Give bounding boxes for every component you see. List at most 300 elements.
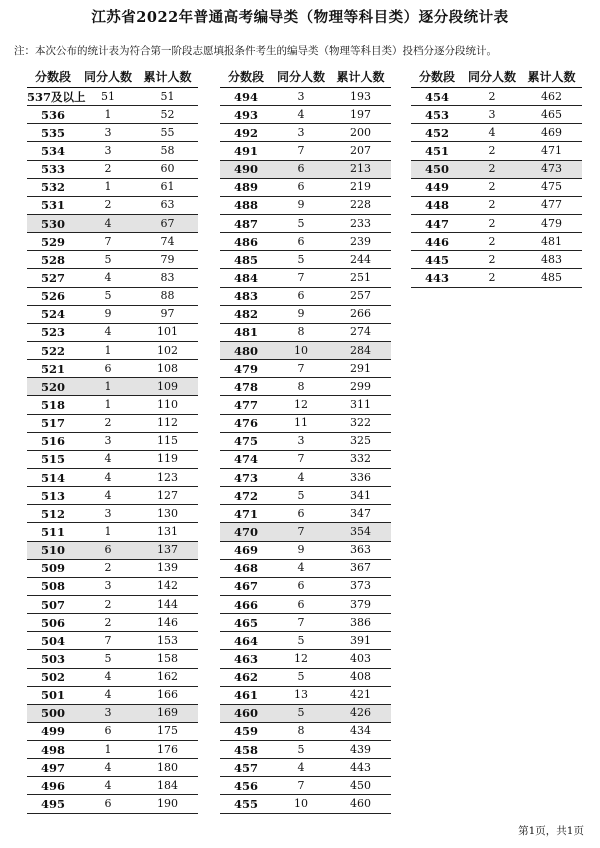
table-row	[27, 360, 198, 378]
table-row	[27, 178, 198, 196]
cumulative-cell: 439	[330, 741, 391, 759]
count-cell: 6	[272, 505, 330, 523]
count-cell: 2	[463, 214, 521, 232]
count-cell: 8	[272, 722, 330, 740]
cumulative-cell: 354	[330, 523, 391, 541]
cumulative-cell: 119	[137, 450, 198, 468]
count-cell: 5	[79, 287, 137, 305]
count-cell: 11	[272, 414, 330, 432]
table-row	[220, 124, 391, 142]
score-cell: 529	[27, 233, 79, 251]
table-row	[220, 106, 391, 124]
count-cell: 13	[272, 686, 330, 704]
count-cell: 8	[272, 323, 330, 341]
score-cell: 509	[27, 559, 79, 577]
score-cell: 499	[27, 722, 79, 740]
cumulative-cell: 144	[137, 595, 198, 613]
count-cell: 9	[272, 305, 330, 323]
score-table-column-2	[220, 66, 391, 814]
count-cell: 5	[272, 251, 330, 269]
table-row	[411, 178, 582, 196]
table-row	[220, 559, 391, 577]
count-cell: 7	[272, 777, 330, 795]
score-cell: 465	[220, 614, 272, 632]
cumulative-cell: 200	[330, 124, 391, 142]
score-cell: 445	[411, 251, 463, 269]
count-cell: 2	[463, 88, 521, 106]
table-row	[220, 323, 391, 341]
score-cell: 523	[27, 323, 79, 341]
cumulative-cell: 363	[330, 541, 391, 559]
table-row	[27, 88, 198, 106]
cumulative-cell: 475	[521, 178, 582, 196]
score-cell: 446	[411, 233, 463, 251]
cumulative-cell: 367	[330, 559, 391, 577]
table-row	[220, 142, 391, 160]
table-row	[220, 541, 391, 559]
score-cell: 486	[220, 233, 272, 251]
cumulative-cell: 108	[137, 360, 198, 378]
cumulative-cell: 97	[137, 305, 198, 323]
count-cell: 1	[79, 523, 137, 541]
cumulative-cell: 443	[330, 759, 391, 777]
table-row	[220, 196, 391, 214]
count-cell: 6	[272, 577, 330, 595]
score-cell: 533	[27, 160, 79, 178]
count-cell: 6	[79, 541, 137, 559]
cumulative-cell: 434	[330, 722, 391, 740]
count-cell: 7	[272, 523, 330, 541]
count-cell: 5	[272, 632, 330, 650]
table-row	[27, 523, 198, 541]
table-row	[27, 722, 198, 740]
cumulative-cell: 244	[330, 251, 391, 269]
score-cell: 534	[27, 142, 79, 160]
score-cell: 481	[220, 323, 272, 341]
count-cell: 4	[79, 450, 137, 468]
count-cell: 7	[272, 360, 330, 378]
table-row	[411, 88, 582, 106]
table-row	[411, 160, 582, 178]
score-cell: 449	[411, 178, 463, 196]
count-cell: 3	[272, 124, 330, 142]
cumulative-cell: 63	[137, 196, 198, 214]
count-cell: 6	[272, 287, 330, 305]
table-row	[27, 759, 198, 777]
score-table-column-3	[411, 66, 582, 288]
table-row	[27, 595, 198, 613]
table-row	[411, 269, 582, 287]
score-cell: 473	[220, 468, 272, 486]
cumulative-cell: 158	[137, 650, 198, 668]
cumulative-cell: 142	[137, 577, 198, 595]
count-cell: 4	[79, 269, 137, 287]
table-row	[220, 360, 391, 378]
count-cell: 1	[79, 341, 137, 359]
score-cell: 497	[27, 759, 79, 777]
cumulative-cell: 469	[521, 124, 582, 142]
count-cell: 5	[79, 650, 137, 668]
table-row	[27, 741, 198, 759]
score-cell: 461	[220, 686, 272, 704]
table-row	[27, 541, 198, 559]
cumulative-cell: 450	[330, 777, 391, 795]
count-cell: 4	[272, 106, 330, 124]
count-cell: 6	[79, 722, 137, 740]
table-row	[220, 595, 391, 613]
score-cell: 478	[220, 378, 272, 396]
count-cell: 2	[463, 269, 521, 287]
count-cell: 4	[79, 487, 137, 505]
count-cell: 1	[79, 378, 137, 396]
cumulative-cell: 146	[137, 614, 198, 632]
page-footer: 第1页，共1页	[518, 825, 584, 837]
table-row	[220, 668, 391, 686]
score-cell: 530	[27, 214, 79, 232]
count-cell: 3	[79, 704, 137, 722]
table-row	[27, 450, 198, 468]
cumulative-cell: 421	[330, 686, 391, 704]
count-cell: 2	[463, 160, 521, 178]
cumulative-cell: 169	[137, 704, 198, 722]
note-text: 注：本次公布的统计表为符合第一阶段志愿填报条件考生的编导类（物理等科目类）投档分逐分段统计。	[14, 45, 497, 57]
count-cell: 3	[272, 88, 330, 106]
cumulative-cell: 131	[137, 523, 198, 541]
count-cell: 2	[463, 196, 521, 214]
table-row	[27, 668, 198, 686]
score-cell: 487	[220, 214, 272, 232]
header-score: 分数段	[227, 70, 264, 84]
cumulative-cell: 123	[137, 468, 198, 486]
count-cell: 1	[79, 178, 137, 196]
score-cell: 492	[220, 124, 272, 142]
cumulative-cell: 336	[330, 468, 391, 486]
cumulative-cell: 74	[137, 233, 198, 251]
score-cell: 448	[411, 196, 463, 214]
cumulative-cell: 88	[137, 287, 198, 305]
score-cell: 513	[27, 487, 79, 505]
score-cell: 500	[27, 704, 79, 722]
count-cell: 2	[79, 160, 137, 178]
count-cell: 2	[79, 614, 137, 632]
table-row	[27, 160, 198, 178]
table-row	[27, 704, 198, 722]
table-row	[27, 214, 198, 232]
count-cell: 2	[79, 196, 137, 214]
table-row	[220, 341, 391, 359]
cumulative-cell: 58	[137, 142, 198, 160]
cumulative-cell: 391	[330, 632, 391, 650]
table-row	[27, 487, 198, 505]
score-cell: 521	[27, 360, 79, 378]
cumulative-cell: 184	[137, 777, 198, 795]
cumulative-cell: 102	[137, 341, 198, 359]
score-cell: 470	[220, 523, 272, 541]
score-cell: 495	[27, 795, 79, 813]
table-row	[220, 505, 391, 523]
header-score: 分数段	[34, 70, 71, 84]
table-row	[27, 686, 198, 704]
table-row	[220, 378, 391, 396]
count-cell: 7	[79, 632, 137, 650]
score-cell: 515	[27, 450, 79, 468]
count-cell: 7	[272, 142, 330, 160]
table-row	[220, 450, 391, 468]
count-cell: 3	[79, 577, 137, 595]
table-row	[27, 414, 198, 432]
score-cell: 484	[220, 269, 272, 287]
table-row	[27, 396, 198, 414]
count-cell: 10	[272, 341, 330, 359]
score-cell: 450	[411, 160, 463, 178]
count-cell: 6	[272, 178, 330, 196]
score-cell: 447	[411, 214, 463, 232]
cumulative-cell: 190	[137, 795, 198, 813]
table-row	[411, 214, 582, 232]
count-cell: 5	[272, 668, 330, 686]
count-cell: 6	[79, 360, 137, 378]
score-cell: 536	[27, 106, 79, 124]
score-cell: 532	[27, 178, 79, 196]
header-cumulative: 累计人数	[143, 70, 192, 84]
score-cell: 476	[220, 414, 272, 432]
cumulative-cell: 51	[137, 88, 198, 106]
table-row	[220, 468, 391, 486]
cumulative-cell: 67	[137, 214, 198, 232]
table-row	[220, 233, 391, 251]
score-cell: 514	[27, 468, 79, 486]
cumulative-cell: 479	[521, 214, 582, 232]
score-cell: 466	[220, 595, 272, 613]
score-cell: 528	[27, 251, 79, 269]
header-cumulative: 累计人数	[336, 70, 385, 84]
table-row	[27, 505, 198, 523]
score-cell: 489	[220, 178, 272, 196]
cumulative-cell: 213	[330, 160, 391, 178]
cumulative-cell: 153	[137, 632, 198, 650]
page-title: 江苏省2022年普通高考编导类（物理等科目类）逐分段统计表	[91, 9, 509, 26]
cumulative-cell: 130	[137, 505, 198, 523]
score-table-column-1	[27, 66, 198, 814]
table-row	[220, 632, 391, 650]
cumulative-cell: 239	[330, 233, 391, 251]
score-cell: 482	[220, 305, 272, 323]
count-cell: 6	[272, 595, 330, 613]
score-cell: 518	[27, 396, 79, 414]
count-cell: 6	[79, 795, 137, 813]
score-cell: 527	[27, 269, 79, 287]
count-cell: 1	[79, 396, 137, 414]
cumulative-cell: 52	[137, 106, 198, 124]
cumulative-cell: 207	[330, 142, 391, 160]
count-cell: 9	[272, 196, 330, 214]
table-row	[220, 759, 391, 777]
score-cell: 504	[27, 632, 79, 650]
cumulative-cell: 137	[137, 541, 198, 559]
score-cell: 483	[220, 287, 272, 305]
table-row	[27, 142, 198, 160]
score-cell: 464	[220, 632, 272, 650]
cumulative-cell: 284	[330, 341, 391, 359]
count-cell: 7	[272, 269, 330, 287]
score-table	[27, 66, 198, 814]
score-cell: 501	[27, 686, 79, 704]
table-row	[220, 396, 391, 414]
cumulative-cell: 473	[521, 160, 582, 178]
score-cell: 451	[411, 142, 463, 160]
cumulative-cell: 373	[330, 577, 391, 595]
count-cell: 4	[272, 468, 330, 486]
cumulative-cell: 408	[330, 668, 391, 686]
score-cell: 460	[220, 704, 272, 722]
cumulative-cell: 176	[137, 741, 198, 759]
score-cell: 506	[27, 614, 79, 632]
score-cell: 475	[220, 432, 272, 450]
score-cell: 510	[27, 541, 79, 559]
table-row	[27, 341, 198, 359]
cumulative-cell: 426	[330, 704, 391, 722]
table-row	[220, 777, 391, 795]
count-cell: 5	[272, 704, 330, 722]
cumulative-cell: 311	[330, 396, 391, 414]
count-cell: 4	[79, 468, 137, 486]
score-cell: 458	[220, 741, 272, 759]
count-cell: 6	[272, 160, 330, 178]
cumulative-cell: 219	[330, 178, 391, 196]
score-cell: 531	[27, 196, 79, 214]
table-row	[220, 414, 391, 432]
count-cell: 5	[79, 251, 137, 269]
cumulative-cell: 299	[330, 378, 391, 396]
score-cell: 498	[27, 741, 79, 759]
count-cell: 4	[79, 668, 137, 686]
score-cell: 459	[220, 722, 272, 740]
table-row	[220, 269, 391, 287]
cumulative-cell: 228	[330, 196, 391, 214]
cumulative-cell: 115	[137, 432, 198, 450]
cumulative-cell: 483	[521, 251, 582, 269]
table-row	[411, 124, 582, 142]
cumulative-cell: 180	[137, 759, 198, 777]
cumulative-cell: 175	[137, 722, 198, 740]
score-cell: 490	[220, 160, 272, 178]
cumulative-cell: 101	[137, 323, 198, 341]
cumulative-cell: 60	[137, 160, 198, 178]
table-row	[411, 106, 582, 124]
count-cell: 12	[272, 396, 330, 414]
table-row	[27, 432, 198, 450]
count-cell: 4	[79, 777, 137, 795]
count-cell: 2	[79, 559, 137, 577]
table-row	[220, 577, 391, 595]
table-row	[27, 632, 198, 650]
table-row	[220, 432, 391, 450]
table-row	[220, 722, 391, 740]
cumulative-cell: 485	[521, 269, 582, 287]
cumulative-cell: 347	[330, 505, 391, 523]
cumulative-cell: 386	[330, 614, 391, 632]
score-cell: 485	[220, 251, 272, 269]
count-cell: 2	[79, 595, 137, 613]
table-row	[27, 196, 198, 214]
score-cell: 526	[27, 287, 79, 305]
score-cell: 472	[220, 487, 272, 505]
table-row	[27, 106, 198, 124]
score-cell: 511	[27, 523, 79, 541]
score-cell: 494	[220, 88, 272, 106]
cumulative-cell: 291	[330, 360, 391, 378]
count-cell: 5	[272, 741, 330, 759]
count-cell: 7	[272, 450, 330, 468]
cumulative-cell: 55	[137, 124, 198, 142]
cumulative-cell: 197	[330, 106, 391, 124]
score-cell: 455	[220, 795, 272, 813]
count-cell: 3	[79, 142, 137, 160]
cumulative-cell: 477	[521, 196, 582, 214]
count-cell: 3	[79, 505, 137, 523]
score-cell: 479	[220, 360, 272, 378]
count-cell: 4	[79, 686, 137, 704]
score-cell: 520	[27, 378, 79, 396]
score-cell: 493	[220, 106, 272, 124]
table-row	[27, 269, 198, 287]
table-row	[411, 233, 582, 251]
table-row	[220, 160, 391, 178]
cumulative-cell: 110	[137, 396, 198, 414]
score-cell: 507	[27, 595, 79, 613]
score-cell: 477	[220, 396, 272, 414]
count-cell: 2	[463, 178, 521, 196]
table-row	[220, 686, 391, 704]
count-cell: 5	[272, 487, 330, 505]
table-row	[220, 88, 391, 106]
table-row	[220, 287, 391, 305]
table-row	[220, 614, 391, 632]
table-row	[27, 468, 198, 486]
cumulative-cell: 139	[137, 559, 198, 577]
score-cell: 456	[220, 777, 272, 795]
cumulative-cell: 233	[330, 214, 391, 232]
table-row	[220, 650, 391, 668]
count-cell: 3	[79, 432, 137, 450]
header-count: 同分人数	[83, 70, 132, 84]
count-cell: 7	[272, 614, 330, 632]
cumulative-cell: 465	[521, 106, 582, 124]
score-cell: 480	[220, 341, 272, 359]
table-row	[27, 233, 198, 251]
cumulative-cell: 462	[521, 88, 582, 106]
table-row	[27, 251, 198, 269]
cumulative-cell: 322	[330, 414, 391, 432]
count-cell: 2	[463, 233, 521, 251]
score-cell: 457	[220, 759, 272, 777]
table-row	[27, 577, 198, 595]
cumulative-cell: 112	[137, 414, 198, 432]
score-cell: 454	[411, 88, 463, 106]
score-cell: 535	[27, 124, 79, 142]
table-row	[27, 287, 198, 305]
score-cell: 522	[27, 341, 79, 359]
score-cell: 524	[27, 305, 79, 323]
cumulative-cell: 332	[330, 450, 391, 468]
count-cell: 10	[272, 795, 330, 813]
cumulative-cell: 257	[330, 287, 391, 305]
count-cell: 9	[79, 305, 137, 323]
score-cell: 471	[220, 505, 272, 523]
header-count: 同分人数	[467, 70, 516, 84]
count-cell: 4	[79, 214, 137, 232]
count-cell: 3	[272, 432, 330, 450]
